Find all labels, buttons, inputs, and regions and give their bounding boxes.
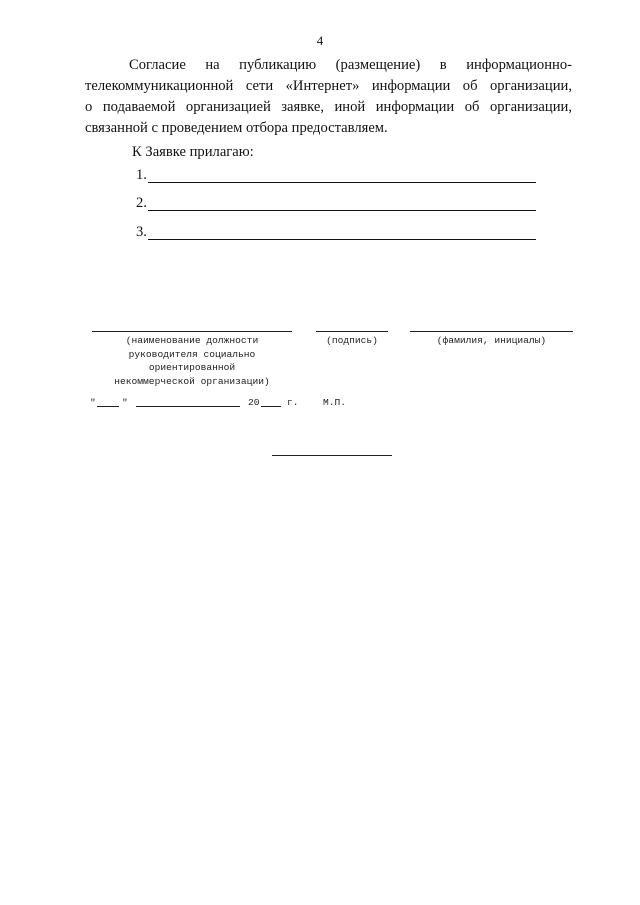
date-open-quote: ": [90, 397, 96, 408]
stamp-label: М.П.: [323, 397, 347, 408]
name-caption: (фамилия, инициалы): [436, 335, 547, 346]
consent-paragraph: [85, 55, 572, 139]
signature-line[interactable]: [316, 331, 388, 332]
consent-line-4: связанной с проведением отбора предоставляем.: [85, 120, 388, 136]
signature-caption: (подпись): [326, 335, 378, 346]
year-suffix: г.: [287, 397, 299, 408]
name-signature-line[interactable]: [410, 331, 573, 332]
consent-line-1: Согласие на публикацию (размещение) в информационно-: [129, 57, 572, 73]
attachment-row-1: [136, 163, 536, 183]
attachment-row-2: [136, 191, 536, 211]
position-caption: [92, 334, 292, 388]
consent-line-3: о подаваемой организацией заявке, иной информации об организации,: [85, 99, 572, 115]
attachment-field-1[interactable]: [148, 166, 536, 183]
year-prefix: 20: [248, 397, 260, 408]
position-caption-line-3: ориентированной: [148, 362, 236, 373]
year-field[interactable]: [261, 397, 281, 407]
position-signature-line[interactable]: [92, 331, 292, 332]
position-caption-line-2: руководителя социально: [128, 348, 256, 360]
day-field[interactable]: [97, 397, 119, 407]
month-field[interactable]: [136, 397, 240, 407]
consent-line-2: телекоммуникационной сети «Интернет» информации об организации,: [85, 78, 572, 94]
date-close-quote: ": [122, 397, 128, 408]
date-row: [90, 397, 390, 411]
page-number: 4: [316, 33, 324, 48]
end-divider: [272, 455, 392, 456]
attachment-number-1: 1.: [136, 167, 147, 183]
attachments-title: К Заявке прилагаю:: [132, 144, 254, 160]
position-caption-line-4: некоммерческой организации): [114, 375, 270, 387]
position-caption-line-1: (наименование должности: [125, 335, 259, 346]
attachment-row-3: [136, 220, 536, 240]
attachment-field-3[interactable]: [148, 223, 536, 240]
attachment-field-2[interactable]: [148, 194, 536, 211]
attachment-number-2: 2.: [136, 195, 147, 211]
attachment-number-3: 3.: [136, 224, 147, 240]
